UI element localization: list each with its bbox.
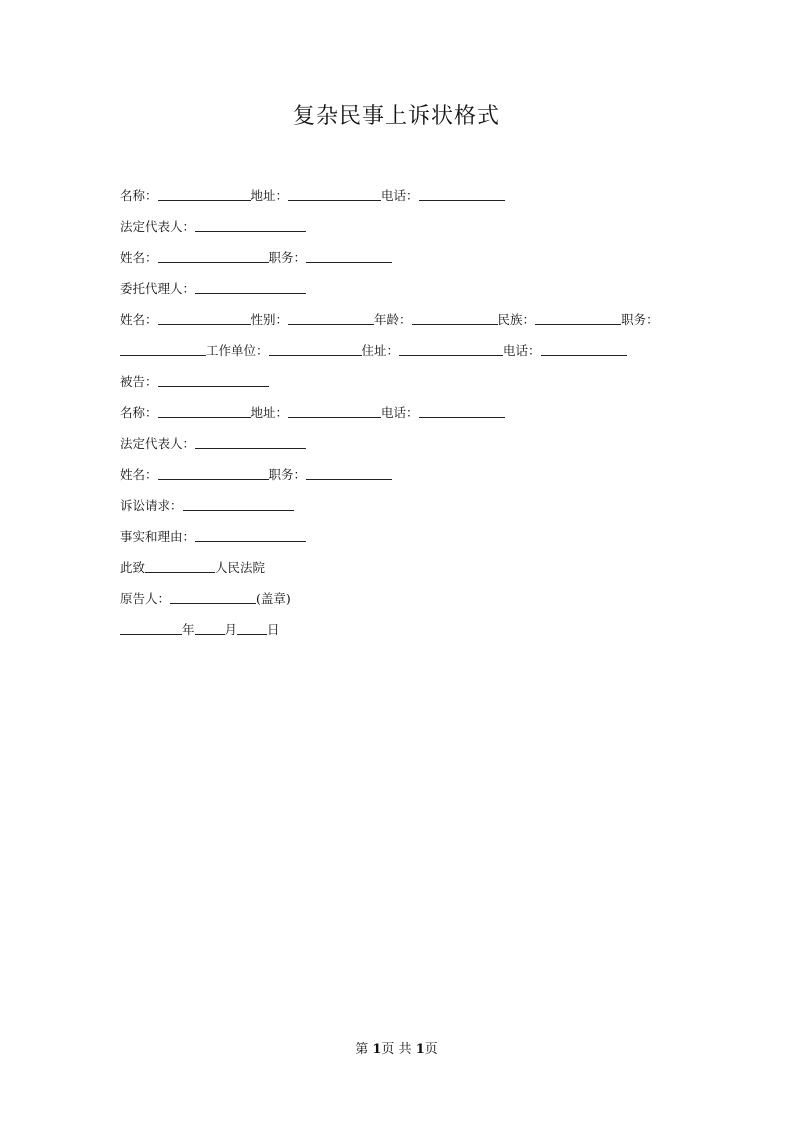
defendant-rep-name-label: 姓名： — [120, 467, 158, 482]
defendant-rep-name-blank[interactable] — [158, 466, 269, 480]
defendant-address-blank[interactable] — [288, 404, 381, 418]
footer-suffix: 页 — [424, 1042, 438, 1057]
agent-name-label: 姓名： — [120, 312, 158, 327]
legal-rep-blank[interactable] — [195, 218, 306, 232]
year-blank[interactable] — [120, 621, 182, 635]
defendant-position-label: 职务： — [268, 467, 307, 482]
total-page-number: 1 — [415, 1042, 425, 1057]
agent-phone-label: 电话： — [503, 343, 541, 358]
agent-position-blank[interactable] — [120, 342, 206, 356]
residence-blank[interactable] — [399, 342, 503, 356]
agent-position-label: 职务： — [621, 312, 659, 327]
claims-blank[interactable] — [183, 497, 294, 511]
work-unit-blank[interactable] — [269, 342, 362, 356]
agent-name-blank[interactable] — [158, 311, 251, 325]
residence-label: 住址： — [361, 343, 400, 358]
agent-label: 委托代理人： — [120, 281, 196, 296]
age-label: 年龄： — [374, 312, 412, 327]
document-title: 复杂民事上诉状格式 — [292, 104, 500, 129]
defendant-phone-label: 电话： — [381, 405, 419, 420]
gender-label: 性别： — [250, 312, 289, 327]
legal-rep-label: 法定代表人： — [120, 219, 196, 234]
facts-blank[interactable] — [195, 528, 306, 542]
court-blank[interactable] — [145, 559, 215, 573]
appellant-label: 原告人： — [120, 591, 171, 606]
month-blank[interactable] — [195, 621, 225, 635]
claims-label: 诉讼请求： — [120, 498, 183, 513]
person-name-label: 姓名： — [120, 250, 158, 265]
person-name-blank[interactable] — [158, 249, 269, 263]
agent-phone-blank[interactable] — [541, 342, 627, 356]
phone-label: 电话： — [381, 188, 419, 203]
facts-label: 事实和理由： — [120, 529, 196, 544]
defendant-name-label: 名称： — [120, 405, 158, 420]
salute-prefix: 此致 — [120, 560, 146, 575]
agent-blank[interactable] — [195, 280, 306, 294]
seal-label: (盖章) — [256, 591, 291, 606]
document-body — [120, 180, 680, 645]
name-blank[interactable] — [158, 187, 251, 201]
ethnicity-label: 民族： — [497, 312, 536, 327]
agent-work-line — [120, 335, 680, 366]
year-label: 年 — [182, 622, 195, 637]
ethnicity-blank[interactable] — [535, 311, 621, 325]
current-page-number: 1 — [372, 1042, 382, 1057]
legal-rep-line-1 — [120, 211, 680, 242]
defendant-legal-rep-blank[interactable] — [195, 435, 306, 449]
facts-line — [120, 521, 680, 552]
agent-line — [120, 273, 680, 304]
day-blank[interactable] — [237, 621, 267, 635]
defendant-blank[interactable] — [158, 373, 269, 387]
defendant-position-blank[interactable] — [306, 466, 392, 480]
salute-suffix: 人民法院 — [215, 560, 266, 575]
work-unit-label: 工作单位： — [206, 343, 269, 358]
rep-name-line-1 — [120, 242, 680, 273]
defendant-phone-blank[interactable] — [419, 404, 505, 418]
month-label: 月 — [224, 622, 238, 637]
footer-mid: 页 共 — [381, 1042, 416, 1057]
defendant-name-blank[interactable] — [158, 404, 251, 418]
address-blank[interactable] — [288, 187, 381, 201]
defendant-line — [120, 366, 680, 397]
address-label: 地址： — [250, 188, 289, 203]
date-line — [120, 614, 680, 645]
rep-name-line-2 — [120, 459, 680, 490]
defendant-legal-rep-label: 法定代表人： — [120, 436, 196, 451]
salutation-line — [120, 552, 680, 583]
page-footer — [0, 1040, 793, 1060]
defendant-address-label: 地址： — [250, 405, 289, 420]
agent-details-line — [120, 304, 680, 335]
claims-line — [120, 490, 680, 521]
day-label: 日 — [267, 622, 280, 637]
position-label: 职务： — [268, 250, 307, 265]
defendant-label: 被告： — [120, 374, 158, 389]
legal-rep-line-2 — [120, 428, 680, 459]
age-blank[interactable] — [412, 311, 498, 325]
position-blank[interactable] — [306, 249, 392, 263]
phone-blank[interactable] — [419, 187, 505, 201]
name-label: 名称： — [120, 188, 158, 203]
appellant-line — [120, 583, 680, 614]
entity-info-line-2 — [120, 397, 680, 428]
gender-blank[interactable] — [288, 311, 374, 325]
footer-prefix: 第 — [355, 1042, 373, 1057]
entity-info-line-1 — [120, 180, 680, 211]
appellant-blank[interactable] — [170, 590, 256, 604]
